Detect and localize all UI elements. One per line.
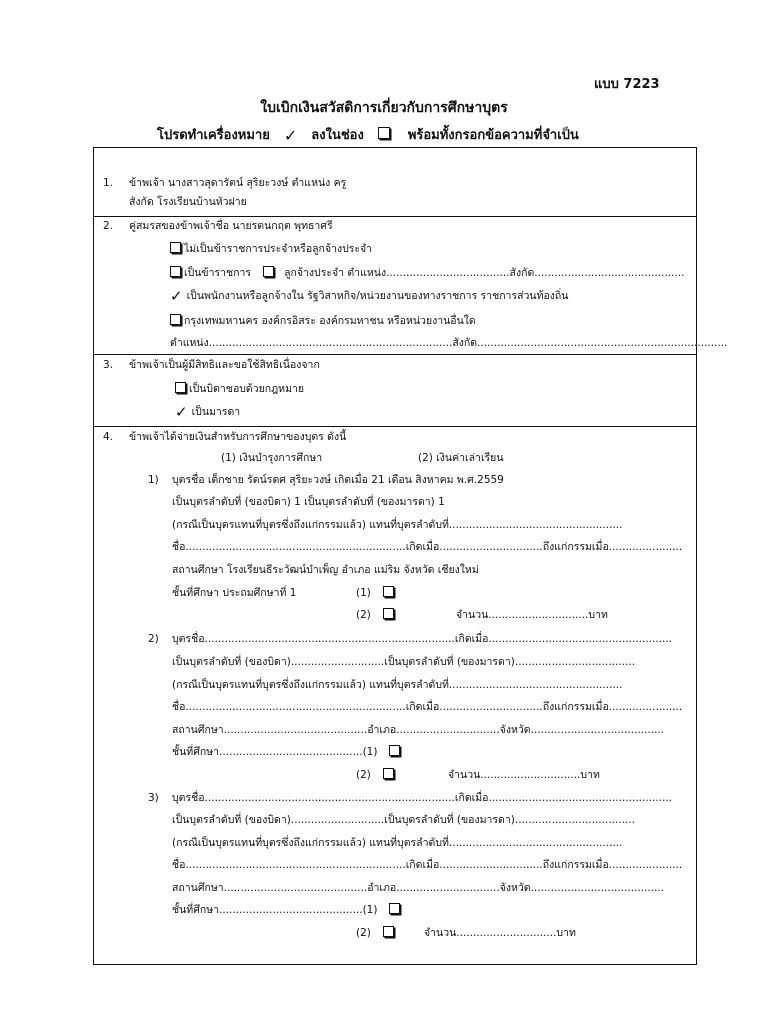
instruction-text-b: ลงในช่อง — [311, 128, 364, 143]
child-2-deceased[interactable]: ชื่อ..................................................................เกิดเมื่อ...............................ถึงแก่กรรมเมื่อ...................... — [172, 701, 683, 713]
section-1-claimant: ข้าพเจ้า นางสาวสุดารัตน์ สุริยะวงษ์ ตำแหน่ง ครู — [129, 177, 347, 189]
section-2-number: 2. — [103, 220, 114, 232]
child-1-amount[interactable]: จำนวน..............................บาท — [456, 609, 608, 621]
child-3-amount[interactable]: จำนวน..............................บาท — [424, 927, 576, 939]
child-2-option-2[interactable] — [356, 768, 397, 782]
checkmark-icon[interactable]: ✓ — [170, 287, 183, 305]
checkbox-icon[interactable] — [389, 745, 400, 756]
section-2-spouse: คู่สมรสของข้าพเจ้าชื่อ นายรตนกฤต พุทธาศรี — [129, 220, 333, 232]
option-label: (2) — [356, 609, 371, 621]
checkbox-icon[interactable] — [175, 382, 186, 393]
child-1-option-2[interactable] — [356, 608, 397, 622]
section-3-number: 3. — [103, 359, 114, 371]
child-2-name[interactable]: บุตรชื่อ...........................................................................เกิดเมื่อ....................................................... — [172, 633, 673, 645]
child-2-school[interactable]: สถานศึกษา...........................................อำเภอ...............................จังหวัด........................................ — [172, 724, 665, 736]
option-label: เป็นพนักงานหรือลูกจ้างใน รัฐวิสาหกิจ/หน่วยงานของทางราชการ ราชการส่วนท้องถิ่น — [186, 290, 569, 302]
option-label: (2) — [356, 769, 371, 781]
checkbox-icon[interactable] — [170, 266, 181, 277]
fee-type-tuition: (2) เงินค่าเล่าเรียน — [418, 452, 504, 464]
section-4-number: 4. — [103, 431, 114, 443]
instruction-text-a: โปรดทำเครื่องหมาย — [157, 128, 270, 143]
option-label: (1) — [356, 587, 371, 599]
child-1-number: 1) — [148, 474, 159, 486]
checkbox-icon[interactable] — [170, 314, 181, 325]
instruction-text-c: พร้อมทั้งกรอกข้อความที่จำเป็น — [407, 128, 579, 143]
child-1-replacement[interactable]: (กรณีเป็นบุตรแทนที่บุตรซึ่งถึงแก่กรรมแล้ว) แทนที่บุตรลำดับที่.................................................... — [172, 519, 623, 531]
child-2-order[interactable]: เป็นบุตรลำดับที่ (ของบิดา)............................เป็นบุตรลำดับที่ (ของมารดา).................................... — [172, 656, 636, 668]
child-1-deceased[interactable]: ชื่อ..................................................................เกิดเมื่อ...............................ถึงแก่กรรมเมื่อ...................... — [172, 541, 683, 553]
child-3-deceased[interactable]: ชื่อ..................................................................เกิดเมื่อ...............................ถึงแก่กรรมเมื่อ...................... — [172, 859, 683, 871]
option-label: เป็นมารดา — [191, 406, 241, 418]
checkbox-icon[interactable] — [383, 586, 394, 597]
section-3-entitlement: ข้าพเจ้าเป็นผู้มีสิทธิและขอใช้สิทธิเนื่องจาก — [129, 359, 320, 371]
spouse-option-state-employee[interactable] — [170, 289, 568, 303]
spouse-option-not-civil-servant[interactable] — [170, 242, 372, 256]
checkbox-icon[interactable] — [383, 608, 394, 619]
checkbox-icon — [378, 127, 390, 139]
section-1-number: 1. — [103, 177, 114, 189]
checkbox-icon[interactable] — [170, 242, 181, 253]
child-3-number: 3) — [148, 792, 159, 804]
child-2-level[interactable] — [172, 745, 403, 759]
section-1-affiliation: สังกัด โรงเรียนบ้านหัวฝาย — [129, 196, 247, 208]
option-label: ไม่เป็นข้าราชการประจำหรือลูกจ้างประจำ — [184, 243, 373, 255]
section-4-heading: ข้าพเจ้าได้จ่ายเงินสำหรับการศึกษาของบุตร ดังนี้ — [129, 431, 347, 443]
form-title: ใบเบิกเงินสวัสดิการเกี่ยวกับการศึกษาบุตร — [260, 100, 508, 116]
form-number: แบบ 7223 — [594, 77, 660, 92]
row-divider — [93, 216, 697, 217]
checkbox-icon[interactable] — [383, 768, 394, 779]
checkmark-icon[interactable]: ✓ — [175, 403, 188, 421]
child-1-school[interactable]: สถานศึกษา โรงเรียนธีระวัฒน์บำเพ็ญ อำเภอ แม่ริม จังหวัด เชียงใหม่ — [172, 564, 479, 576]
option-label: เป็นข้าราชการ — [184, 267, 252, 279]
spouse-option-other-agency[interactable] — [170, 314, 476, 328]
option-label: เป็นบิดาชอบด้วยกฎหมาย — [189, 383, 305, 395]
child-2-replacement[interactable]: (กรณีเป็นบุตรแทนที่บุตรซึ่งถึงแก่กรรมแล้ว) แทนที่บุตรลำดับที่.................................................... — [172, 679, 623, 691]
option-label: กรุงเทพมหานคร องค์กรอิสระ องค์กรมหาชน หรือหน่วยงานอื่นใด — [184, 315, 476, 327]
row-divider — [93, 354, 697, 355]
checkbox-icon[interactable] — [383, 926, 394, 937]
option-label: ชั้นที่ศึกษา...........................................(1) — [172, 904, 378, 916]
child-1-name[interactable]: บุตรชื่อ เด็กชาย รัดน์รดศ สุริยะวงษ์ เกิดเมื่อ 21 เดือน สิงหาคม พ.ศ.2559 — [172, 474, 504, 486]
row-divider — [93, 426, 697, 427]
checkmark-icon: ✓ — [283, 126, 298, 145]
option-label: (2) — [356, 927, 371, 939]
child-3-level[interactable] — [172, 903, 403, 917]
child-2-amount[interactable]: จำนวน..............................บาท — [448, 769, 600, 781]
child-3-school[interactable]: สถานศึกษา...........................................อำเภอ...............................จังหวัด........................................ — [172, 882, 665, 894]
fee-type-maintenance: (1) เงินบำรุงการศึกษา — [221, 452, 323, 464]
option-label: ลูกจ้างประจำ ตำแหน่ง.....................................สังกัด............................................. — [284, 267, 685, 279]
child-2-number: 2) — [148, 633, 159, 645]
checkbox-icon[interactable] — [263, 266, 274, 277]
spouse-option-civil-servant[interactable] — [170, 266, 684, 280]
checkbox-icon[interactable] — [389, 903, 400, 914]
option-label: ชั้นที่ศึกษา...........................................(1) — [172, 746, 378, 758]
spouse-position-field[interactable]: ตำแหน่ง.........................................................................สังกัด........................................................................... — [170, 337, 728, 349]
form-instructions — [157, 124, 579, 145]
child-3-order[interactable]: เป็นบุตรลำดับที่ (ของบิดา)............................เป็นบุตรลำดับที่ (ของมารดา).................................... — [172, 814, 636, 826]
child-3-option-2[interactable] — [356, 926, 397, 940]
child-3-name[interactable]: บุตรชื่อ...........................................................................เกิดเมื่อ....................................................... — [172, 792, 673, 804]
entitlement-option-father[interactable] — [175, 382, 304, 396]
child-1-option-1[interactable] — [356, 586, 397, 600]
child-1-order[interactable]: เป็นบุตรลำดับที่ (ของบิดา) 1 เป็นบุตรลำดับที่ (ของมารดา) 1 — [172, 496, 445, 508]
child-1-level[interactable]: ชั้นที่ศึกษา ประถมศึกษาที่ 1 — [172, 587, 297, 599]
entitlement-option-mother[interactable] — [175, 405, 240, 419]
child-3-replacement[interactable]: (กรณีเป็นบุตรแทนที่บุตรซึ่งถึงแก่กรรมแล้ว) แทนที่บุตรลำดับที่.................................................... — [172, 837, 623, 849]
